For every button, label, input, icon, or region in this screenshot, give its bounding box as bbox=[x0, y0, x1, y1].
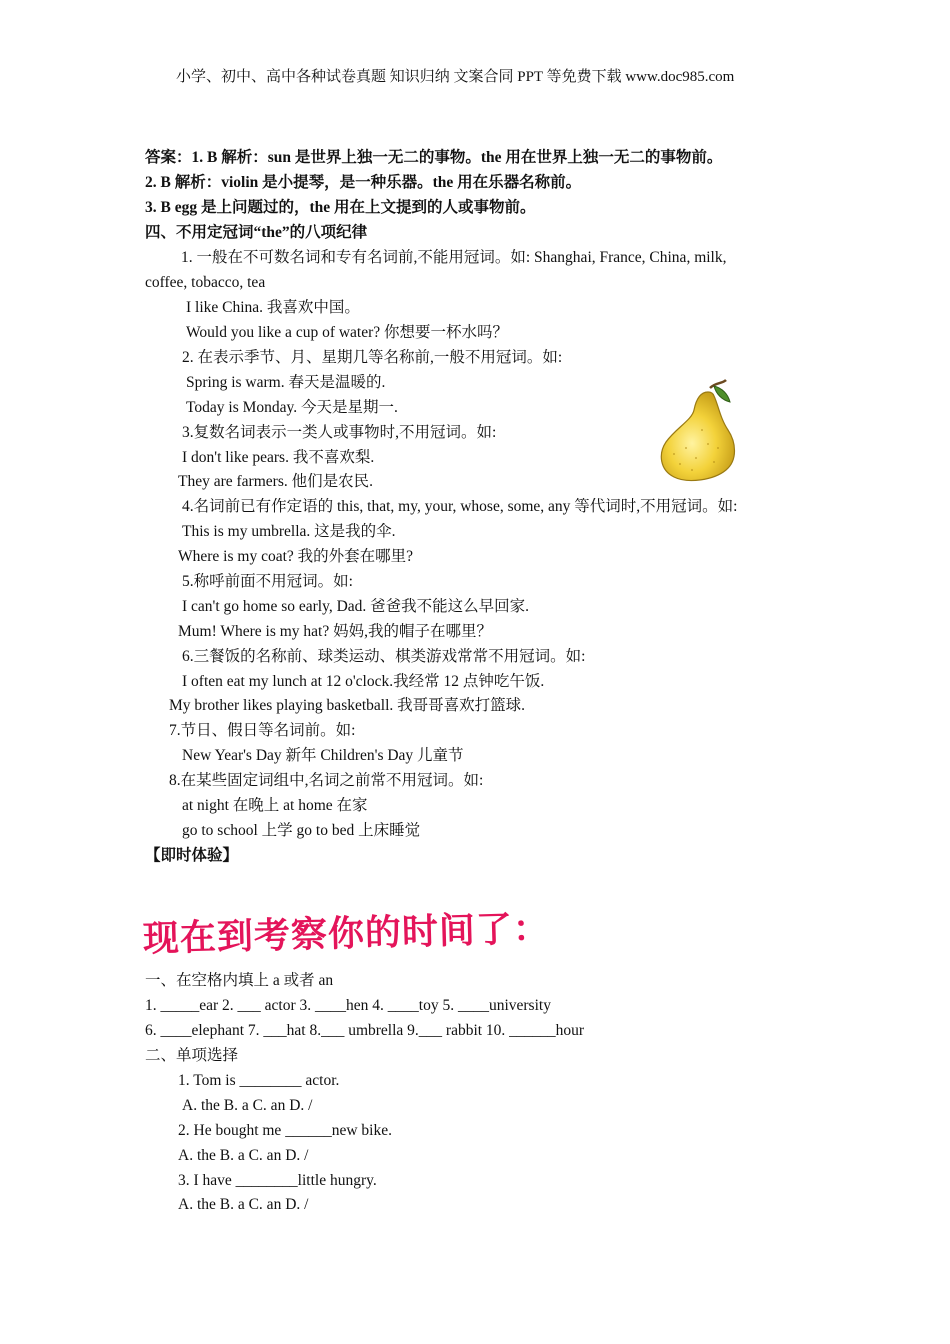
rule-line: Mum! Where is my hat? 妈妈,我的帽子在哪里？ bbox=[178, 623, 492, 640]
answer-line-3: 3. B egg 是上问题过的，the 用在上文提到的人或事物前。 bbox=[145, 199, 536, 216]
rule-line: This is my umbrella. 这是我的伞. bbox=[182, 523, 396, 540]
rule-line: coffee, tobacco, tea bbox=[145, 274, 266, 291]
exercise2-line: A. the B. a C. an D. / bbox=[178, 1196, 309, 1213]
exercise1-row: 1. _____ear 2. ___ actor 3. ____hen 4. ____toy 5. ____university bbox=[145, 997, 551, 1014]
rule-line: go to school 上学 go to bed 上床睡觉 bbox=[182, 822, 421, 839]
rule-line: 6.三餐饭的名称前、球类运动、棋类游戏常常不用冠词。如: bbox=[182, 648, 586, 665]
rule-line: Spring is warm. 春天是温暖的. bbox=[186, 374, 386, 391]
exercise1-row: 6. ____elephant 7. ___hat 8.___ umbrella 9.___ rabbit 10. ______hour bbox=[145, 1022, 585, 1039]
answer-line-2: 2. B 解析：violin 是小提琴，是一种乐器。the 用在乐器名称前。 bbox=[145, 174, 582, 191]
exercise2-title: 二、单项选择 bbox=[145, 1047, 239, 1064]
exercise2-line: 1. Tom is ________ actor. bbox=[178, 1072, 340, 1089]
exercise2-line: 3. I have ________little hungry. bbox=[178, 1172, 377, 1189]
rule-line: I can't go home so early, Dad. 爸爸我不能这么早回家. bbox=[182, 598, 530, 615]
rule-line: 5.称呼前面不用冠词。如: bbox=[182, 573, 353, 590]
rule-line: They are farmers. 他们是农民. bbox=[178, 473, 373, 490]
section-title: 四、不用定冠词“the”的八项纪律 bbox=[145, 224, 368, 241]
rule-line: 4.名词前已有作定语的 this, that, my, your, whose, some, any 等代词时,不用冠词。如: bbox=[182, 498, 738, 515]
exercise2-line: 2. He bought me ______new bike. bbox=[178, 1122, 392, 1139]
practice-label: 【即时体验】 bbox=[145, 847, 239, 864]
exercise2-line: A. the B. a C. an D. / bbox=[178, 1147, 309, 1164]
page-header: 小学、初中、高中各种试卷真题 知识归纳 文案合同 PPT 等免费下载 www.doc985.com bbox=[176, 69, 735, 85]
rule-line: 8.在某些固定词组中,名词之前常不用冠词。如: bbox=[169, 772, 484, 789]
rule-line: I don't like pears. 我不喜欢梨. bbox=[182, 449, 375, 466]
rule-line: 3.复数名词表示一类人或事物时,不用冠词。如: bbox=[182, 424, 497, 441]
rule-line: Today is Monday. 今天是星期一. bbox=[186, 399, 398, 416]
answer-line-1: 答案：1. B 解析：sun 是世界上独一无二的事物。the 用在世界上独一无二的事物前。 bbox=[145, 149, 723, 166]
rule-line: I like China. 我喜欢中国。 bbox=[186, 299, 360, 316]
rule-line: I often eat my lunch at 12 o'clock.我经常 12 点钟吃午饭. bbox=[182, 673, 545, 690]
rule-line: Where is my coat? 我的外套在哪里? bbox=[178, 548, 414, 565]
rule-line: My brother likes playing basketball. 我哥哥喜欢打篮球. bbox=[169, 697, 526, 714]
rule-line: at night 在晚上 at home 在家 bbox=[182, 797, 368, 814]
exercise2-line: A. the B. a C. an D. / bbox=[182, 1097, 313, 1114]
pear-icon bbox=[656, 378, 740, 482]
rule-line: New Year's Day 新年 Children's Day 儿童节 bbox=[182, 747, 464, 764]
rule-line: 7.节日、假日等名词前。如: bbox=[169, 722, 356, 739]
banner-title: 现在到考察你的时间了： bbox=[142, 908, 551, 960]
exercise1-title: 一、在空格内填上 a 或者 an bbox=[145, 972, 334, 989]
rule-line: 1. 一般在不可数名词和专有名词前,不能用冠词。如: Shanghai, France, China, milk, bbox=[181, 249, 727, 266]
rule-line: 2. 在表示季节、月、星期几等名称前,一般不用冠词。如: bbox=[182, 349, 563, 366]
rule-line: Would you like a cup of water? 你想要一杯水吗？ bbox=[186, 324, 509, 341]
